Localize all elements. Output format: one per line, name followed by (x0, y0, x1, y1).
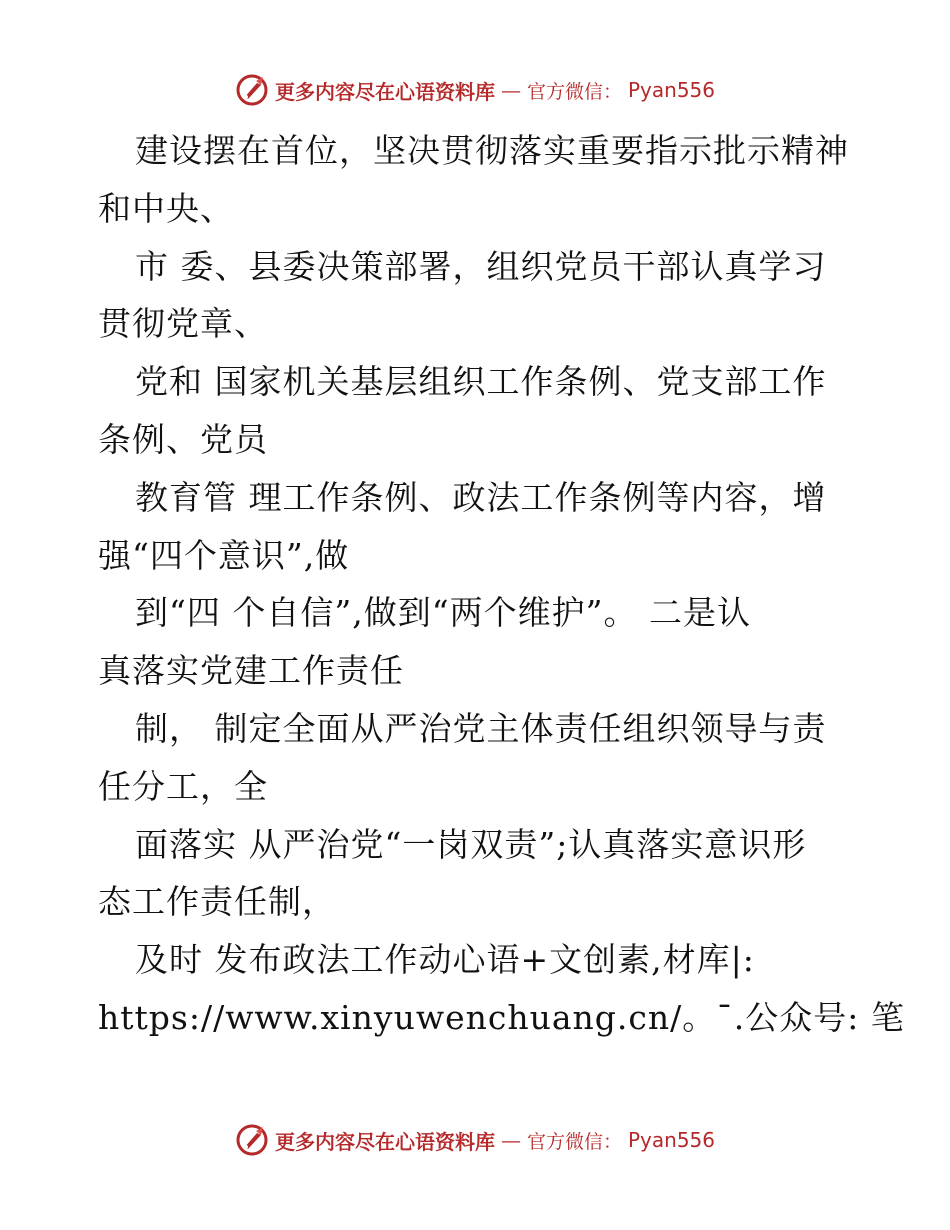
text-line: 真落实党建工作责任 (98, 651, 404, 691)
text-line: https://www.xinyuwenchuang.cn/。¯.公众号: 笔 (98, 997, 905, 1037)
text-line: 条例、党员 (98, 419, 268, 459)
watermark-wechat-id: Pyan556 (628, 1128, 716, 1152)
text-line: 及时 发布政法工作动心语+文创素,材库|: (135, 940, 755, 980)
text-line: 面落实 从严治党“一岗双责”;认真落实意识形 (135, 824, 807, 864)
text-line: 任分工，全 (98, 766, 268, 806)
text-line: 教育管 理工作条例、政法工作条例等内容，增 (135, 477, 827, 517)
text-line: 态工作责任制， (98, 882, 336, 922)
watermark-wechat-label: 官方微信： (526, 80, 622, 103)
text-line: 建设摆在首位，坚决贯彻落实重要指示批示精神 (135, 131, 849, 170)
watermark-brand: 更多内容尽在心语资料库 (274, 79, 495, 104)
text-line: 贯彻党章、 (98, 304, 268, 344)
text-line: 和中央、 (98, 188, 234, 228)
document-body (98, 122, 905, 1047)
text-line: 党和 国家机关基层组织工作条例、党支部工作 (135, 362, 827, 402)
footer-watermark (0, 1122, 950, 1158)
text-line: 强“四个意识”,做 (98, 535, 350, 575)
quill-pen-logo-icon (235, 1123, 269, 1157)
text-line: 到“四 个自信”,做到“两个维护”。 二是认 (135, 593, 751, 633)
text-line: 制， 制定全面从严治党主体责任组织领导与责 (135, 708, 827, 748)
watermark-separator: — (500, 1128, 521, 1152)
watermark-separator: — (500, 78, 521, 102)
text-line: 市 委、县委决策部署，组织党员干部认真学习 (135, 246, 827, 286)
header-watermark (0, 72, 950, 108)
watermark-wechat-id: Pyan556 (628, 78, 716, 102)
watermark-brand: 更多内容尽在心语资料库 (274, 1129, 495, 1154)
quill-pen-logo-icon (235, 73, 269, 107)
watermark-wechat-label: 官方微信： (526, 1130, 622, 1153)
